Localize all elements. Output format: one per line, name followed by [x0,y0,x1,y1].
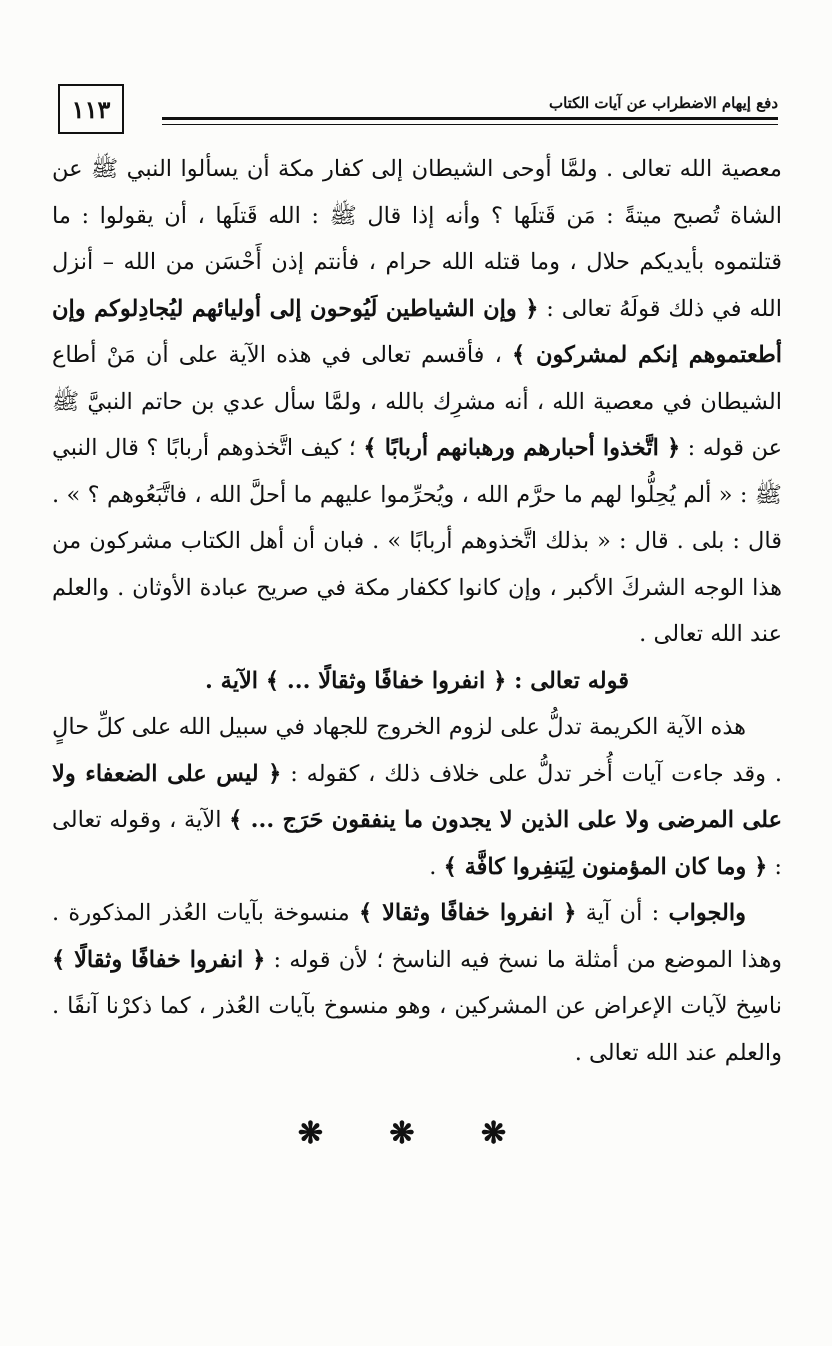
main-text [52,146,782,1076]
text-run: ناسِخ لآيات الإعراض عن المشركين ، وهو منسوخ بآيات العُذر ، كما ذكرْنا آنفًا . والعلم عند الله تعالى . [52,993,782,1066]
page-number: ١١٣ [58,84,124,134]
paragraph-2 [52,704,782,890]
header-rule-thin [162,124,778,125]
quran-quote: ﴿ وما كان المؤمنون لِيَنفِروا كافَّة ﴾ [443,853,768,880]
quran-quote: ﴿ انفروا خفافًا وثقالا ﴾ [358,900,577,926]
text-run: معصية الله تعالى . ولمَّا أوحى الشيطان إلى كفار مكة أن يسألوا النبي ﷺ عن الشاة تُصبح ميتةً : مَن قَتلَها ؟ وأنه إذا قال ﷺ : الله قَتلَها ، أن يقولوا : ما قتلتموه بأيديكم حلال ، وما قتله الله حرام ، فأنتم إذن أَحْسَن من الله – أنزل الله في ذلك قولَهُ تعالى : [52,156,782,322]
page-header [58,84,778,136]
paragraph-3 [52,890,782,1076]
quran-quote: ﴿ ليس على الضعفاء ولا على المرضى ولا على الذين لا يجدون ما ينفقون حَرَج ... ﴾ [52,760,782,833]
text-run: منسوخة بآيات العُذر المذكورة . وهذا الموضع من أمثلة ما نسخ فيه الناسخ ؛ لأن قوله : [52,900,782,973]
header-rule-thick [162,117,778,120]
text-run: ، فأقسم تعالى في هذه الآية على أن مَنْ أطاع الشيطان في معصية الله ، أنه مشرِك بالله ، ولمَّا سأل عدي بن حاتم النبيَّ ﷺ عن قوله : [52,342,782,461]
answer-label: والجواب [668,900,746,926]
quran-quote: ﴿ اتَّخذوا أحبارهم ورهبانهم أربابًا ﴾ [363,435,681,461]
quran-quote: ﴿ انفروا خفافًا وثقالًا ﴾ [52,946,266,973]
section-heading: قوله تعالى : ﴿ انفروا خفافًا وثقالًا ... ﴾ الآية . [204,667,629,694]
paragraph-1 [52,146,782,658]
text-run: : أن آية [576,900,669,926]
text-run: هذه الآية الكريمة تدلُّ على لزوم الخروج للجهاد في سبيل الله على كلِّ حالٍ . وقد جاءت آيات أُخر تدلُّ على خلاف ذلك ، كقوله : [52,714,782,787]
section-end-mark: ❋ ❋ ❋ [297,1116,535,1151]
quran-quote: ﴿ وإن الشياطين لَيُوحون إلى أوليائهم ليُجادِلوكم وإن أطعتموهم إنكم لمشركون ﴾ [52,295,782,368]
text-run: الآية ، وقوله تعالى : [52,807,782,880]
text-run: . [429,853,444,880]
text-run: ؛ كيف اتَّخذوهم أربابًا ؟ قال النبي ﷺ : « ألم يُحِلُّوا لهم ما حرَّم الله ، ويُحرِّموا عليهم ما أحلَّ الله ، فاتَّبَعُوهم ؟ » . قال : بلى . قال : « بذلك اتَّخذوهم أربابًا » . فبان أن أهل الكتاب مشركون من هذا الوجه الشركَ الأكبر ، وإن كانوا ككفار مكة في صريح عبادة الأوثان . والعلم عند الله تعالى . [52,435,782,647]
running-title: دفع إيهام الاضطراب عن آيات الكتاب [548,94,778,112]
